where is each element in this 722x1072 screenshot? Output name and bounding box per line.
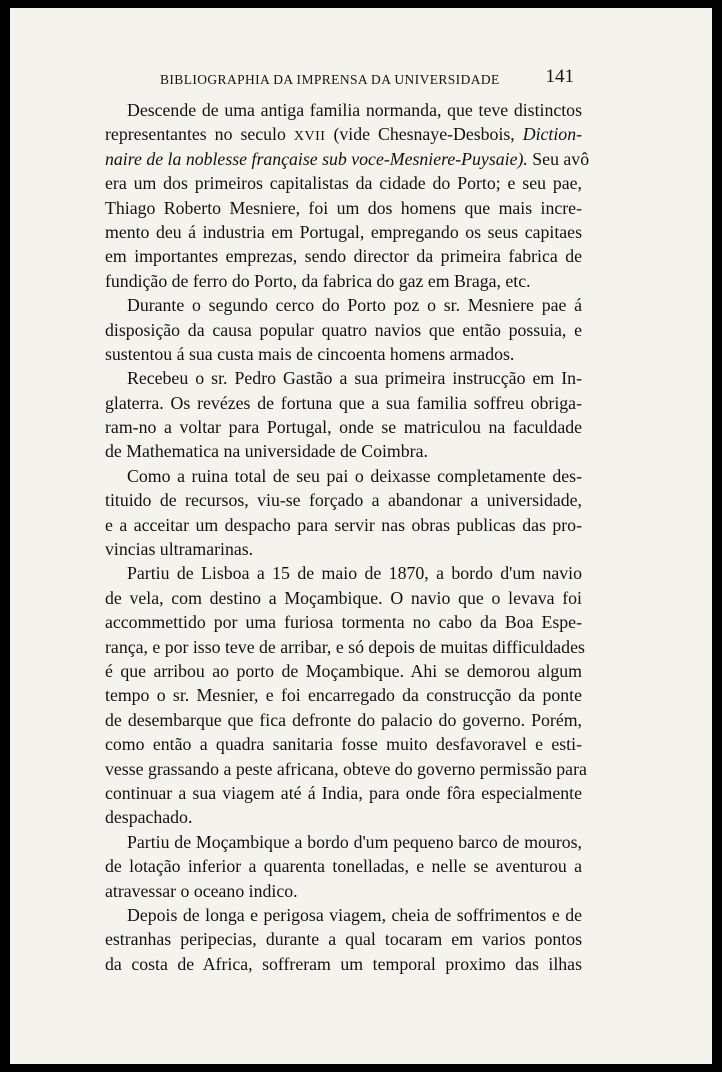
century-numeral: XVII [293,129,326,145]
text-line: Thiago Roberto Mesniere, foi um dos homens que mais incre- [105,197,582,218]
text-line: atravessar o oceano indico. [105,880,298,901]
text-line: mento deu á industria em Portugal, empregando os seus capitaes [105,221,582,242]
text-line: da costa de Africa, soffreram um temporal proximo das ilhas [105,953,582,974]
text-line: vesse grassando a peste africana, obteve do governo permissão para [105,758,587,779]
running-title: BIBLIOGRAPHIA DA IMPRENSA DA UNIVERSIDADE [160,72,500,87]
text-line: Descende de uma antiga familia normanda, que teve distinctos [127,100,582,120]
text-line: tempo o sr. Mesnier, e foi encarregado da construcção da ponte [105,685,582,706]
text-line: fundição de ferro do Porto, da fabrica do gaz em Braga, etc. [105,270,531,291]
page-number: 141 [545,66,574,87]
text-line: accommettido por uma furiosa tormenta no cabo da Boa Espe- [105,612,582,633]
text-fragment: Seu avô [532,148,590,169]
citation-title: naire de la noblesse française sub voce-Mesniere-Puysaie). [105,148,528,169]
text-fragment: representantes no seculo [105,124,286,145]
body-text [105,98,590,976]
text-line: como então a quadra sanitaria fosse muito desfavoravel e esti- [105,734,582,755]
text-line: e a acceitar um despacho para servir nas obras publicas das pro- [105,514,582,535]
paragraph-siege [105,293,582,366]
text-line: Depois de longa e perigosa viagem, cheia de soffrimentos e de [127,904,582,925]
text-line: em importantes emprezas, sendo director da primeira fabrica de [105,246,582,267]
text-line: de lotação inferior a quarenta tonelladas, e nelle se aventurou a [105,856,582,877]
text-line: tituido de recursos, viu-se forçado a abandonar a universidade, [105,490,582,511]
text-line: sustentou á sua custa mais de cincoenta homens armados. [105,343,515,364]
text-line: glaterra. Os revézes de fortuna que a sua familia soffreu obriga- [105,392,582,413]
text-line: despachado. [105,807,193,828]
paragraph-voyage-mozambique [105,561,587,829]
text-line: continuar a sua viagem até á India, para onde fôra especialmente [105,782,582,803]
text-fragment: (vide Chesnaye-Desbois, [333,124,515,145]
text-line: era um dos primeiros capitalistas da cidade do Porto; e seu pae, [105,173,582,194]
text-line: de vela, com destino a Moçambique. O navio que o levava foi [105,587,582,608]
text-line: vincias ultramarinas. [105,539,254,560]
paragraph-ancestry [105,98,590,293]
text-line: de Mathematica na universidade de Coimbra. [105,441,428,462]
text-line: é que arribou ao porto de Moçambique. Ahi se demorou algum [105,660,582,681]
paragraph-long-journey [105,903,582,976]
text-line [105,122,582,146]
text-line: Partiu de Moçambique a bordo d'um pequeno barco de mouros, [127,831,582,852]
text-line: de desembarque que fica defronte do palacio do governo. Porém, [105,709,582,730]
paragraph-ruin [105,464,582,562]
text-line: Partiu de Lisboa a 15 de maio de 1870, a bordo d'um navio [127,563,582,584]
book-page [10,8,712,1064]
citation-title: Diction- [522,124,583,145]
text-line: Durante o segundo cerco do Porto poz o sr. Mesniere pae á [127,295,582,316]
text-line: ram-no a voltar para Portugal, onde se matriculou na faculdade [105,417,582,438]
text-line: estranhas peripecias, durante a qual tocaram em varios pontos [105,929,582,950]
paragraph-departure [105,830,582,903]
text-line: rança, e por isso teve de arribar, e só depois de muitas difficuldades [105,636,585,657]
text-line: Recebeu o sr. Pedro Gastão a sua primeira instrucção em In- [127,368,582,389]
page-header [160,66,580,94]
text-line: disposição da causa popular quatro navios que então possuia, e [105,319,582,340]
paragraph-education [105,366,582,464]
text-line [105,147,590,171]
text-line: Como a ruina total de seu pai o deixasse completamente des- [127,465,582,486]
